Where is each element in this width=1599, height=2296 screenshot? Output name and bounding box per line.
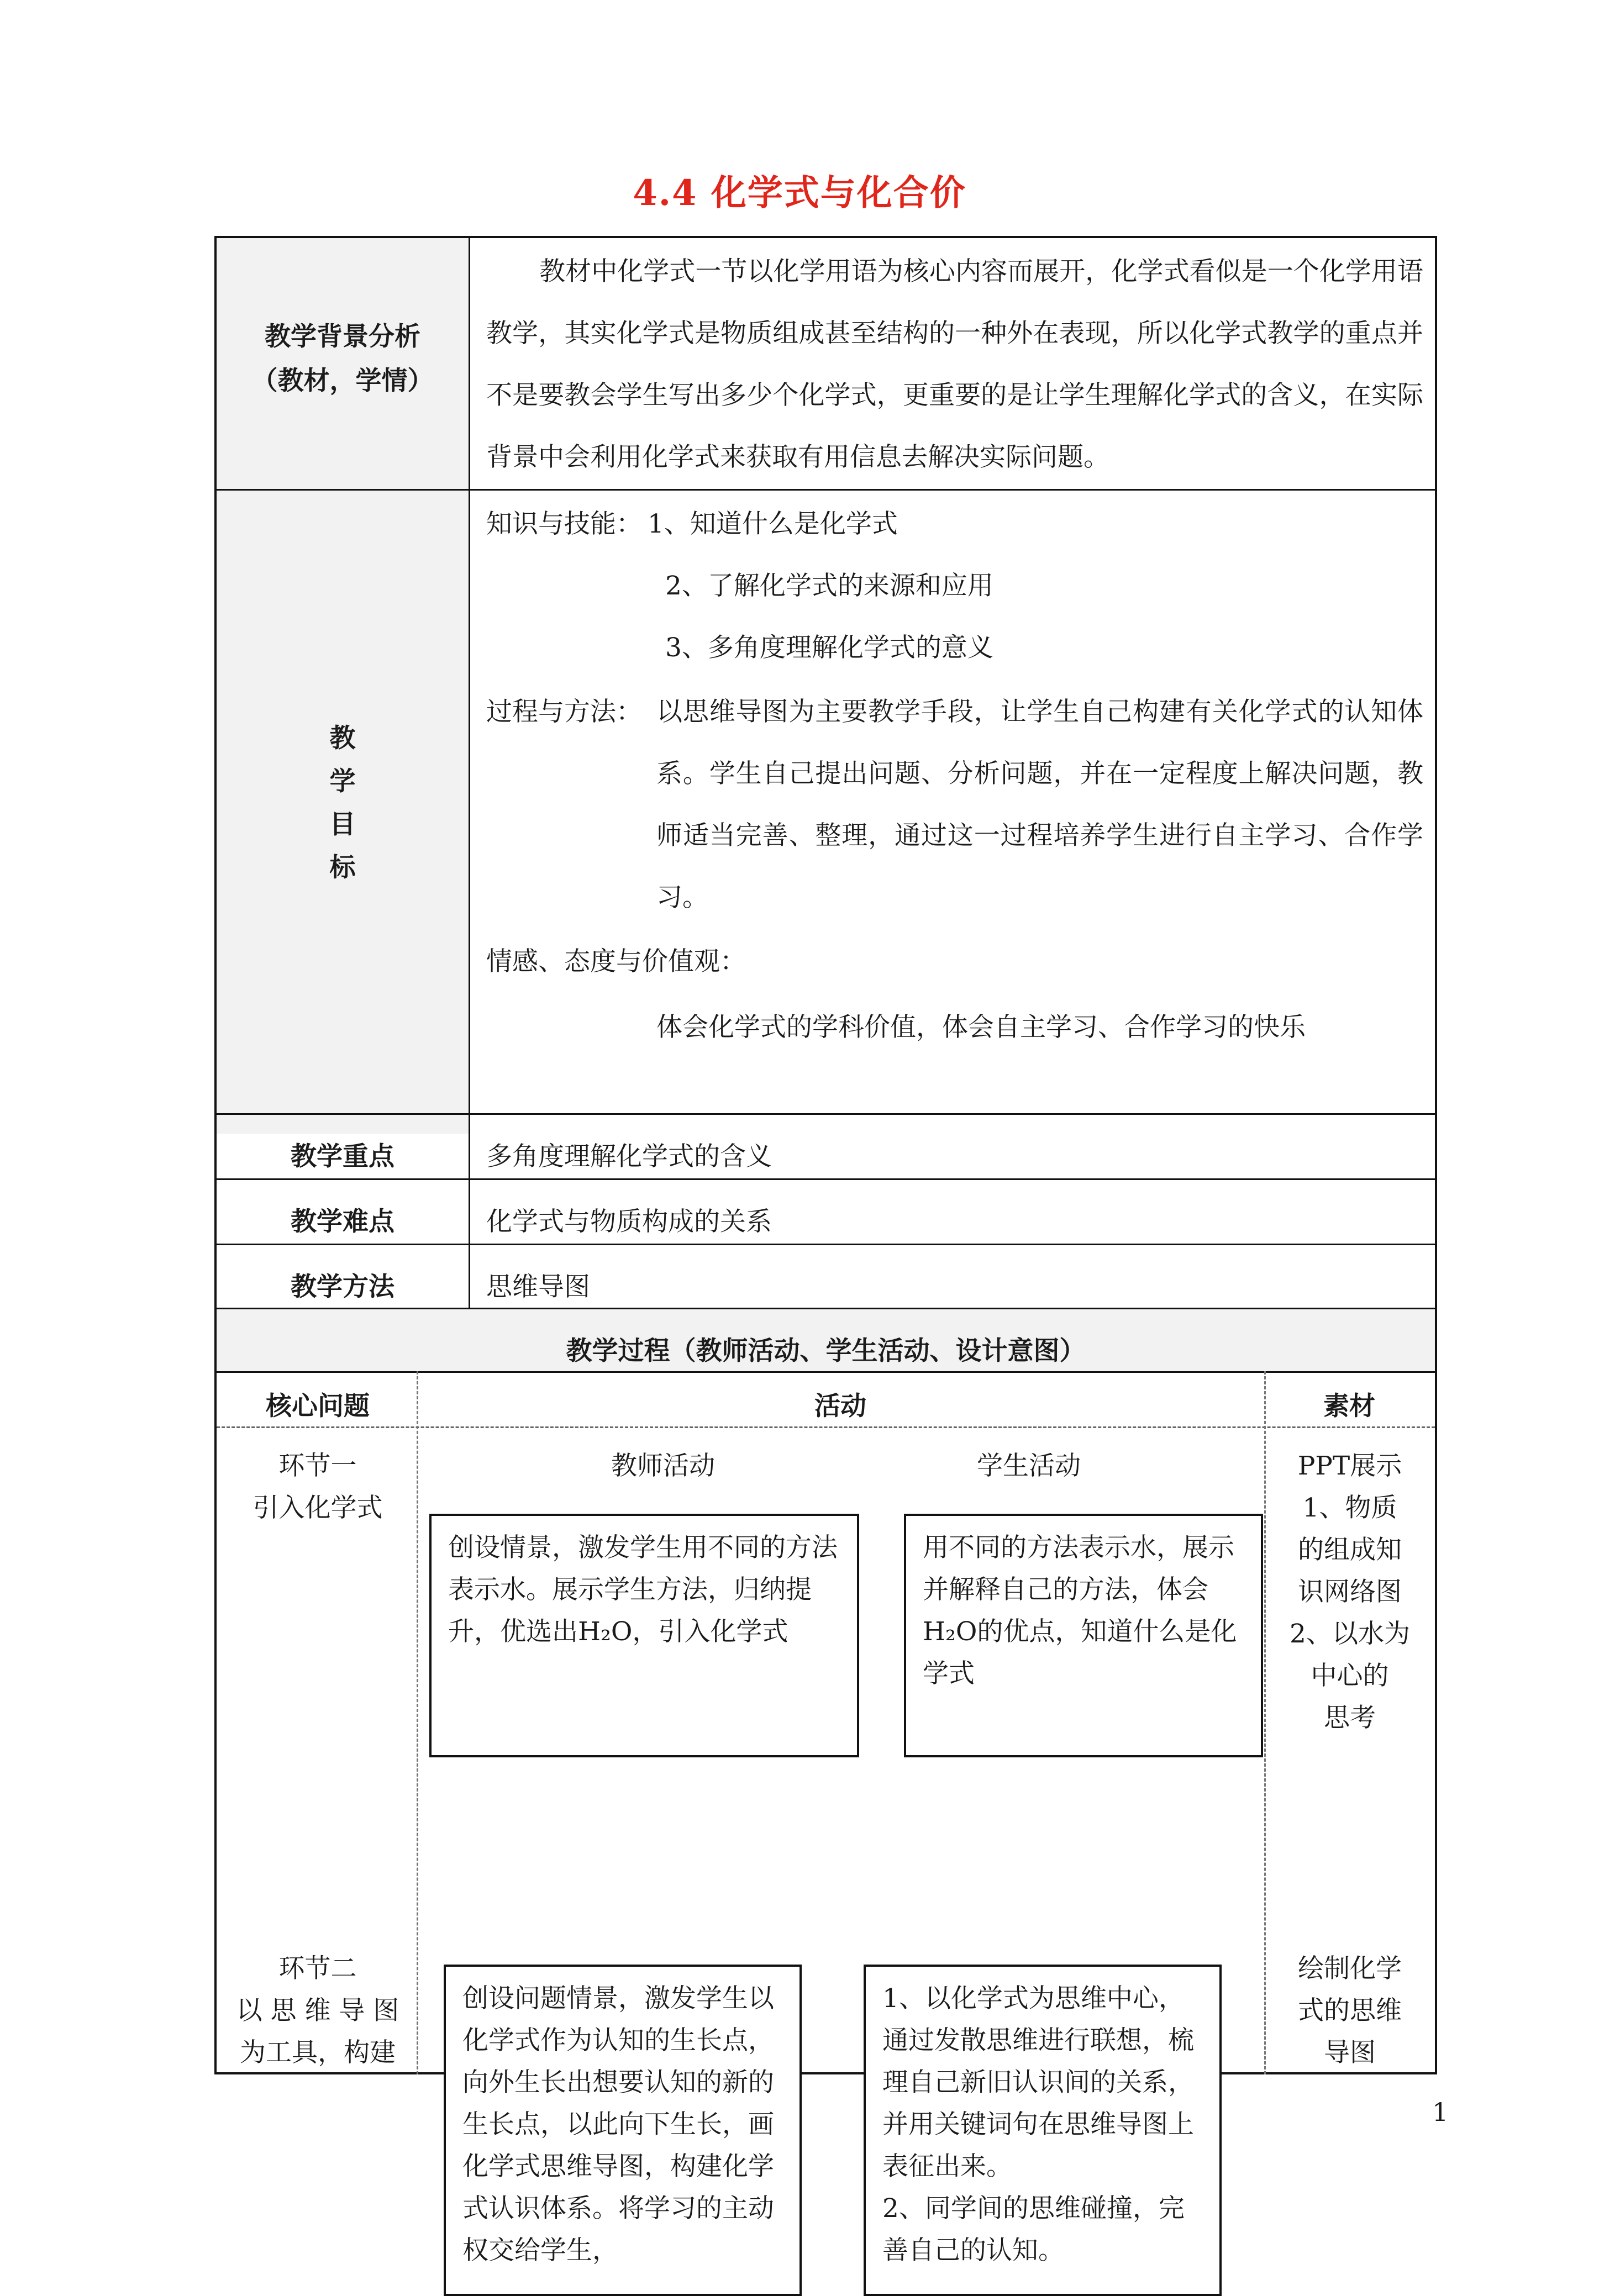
step1-student-text: 用不同的方法表示水，展示并解释自己的方法，体会H₂O的优点，知道什么是化学式 <box>923 1533 1237 1689</box>
process-method-text: 以思维导图为主要教学手段，让学生自己构建有关化学式的认知体系。学生自己提出问题、分析问题，并在一定程度上解决问题，教师适当完善、整理，通过这一过程培养学生进行自主学习、合作学习。 <box>656 697 1423 913</box>
background-text: 教材中化学式一节以化学用语为核心内容而展开，化学式看似是一个化学用语教学，其实化学式是物质组成甚至结构的一种外在表现，所以化学式教学的重点并不是要教会学生写出多少个化学式，更重要的是让学生理解化学式的含义，在实际背景中会利用化学式来获取有用信息去解决实际问题。 <box>486 256 1423 472</box>
teacher-activity-label: 教师活动 <box>611 1451 715 1481</box>
step1-title: 环节一 引入化学式 <box>253 1451 383 1523</box>
goals-label-char: 学 <box>329 766 356 797</box>
key-point-text: 多角度理解化学式的含义 <box>486 1141 772 1172</box>
process-method-label: 过程与方法： <box>486 697 642 727</box>
step1-teacher-box <box>429 1514 859 1757</box>
step2-student-text: 1、以化学式为思维中心，通过发散思维进行联想，梳理自己新旧认识间的关系，并用关键词句在思维导图上表征出来。 2、同学间的思维碰撞，完善自己的认知。 <box>882 1983 1194 2266</box>
column-activity: 活动 <box>814 1391 866 1421</box>
knowledge-item: 1、知道什么是化学式 <box>648 509 898 539</box>
difficulty-label: 教学难点 <box>291 1207 395 1237</box>
method-label: 教学方法 <box>291 1272 395 1302</box>
background-label: 教学背景分析 （教材，学情） <box>251 322 434 396</box>
student-activity-label: 学生活动 <box>977 1451 1081 1481</box>
step2-title: 环节二 以 思 维 导 图 为工具，构建 <box>236 1953 399 2068</box>
step2-student-box <box>864 1965 1222 2296</box>
knowledge-item: 2、了解化学式的来源和应用 <box>665 571 993 601</box>
column-core-question: 核心问题 <box>266 1391 370 1421</box>
goals-label-char: 目 <box>329 809 356 840</box>
key-point-label: 教学重点 <box>291 1141 395 1172</box>
step2-material: 绘制化学 式的思维 导图 <box>1298 1953 1402 2068</box>
knowledge-item: 3、多角度理解化学式的意义 <box>665 633 993 663</box>
step1-student-box <box>904 1514 1263 1757</box>
step1-material: PPT展示 1、物质 的组成知 识网络图 2、以水为 中心的 思考 <box>1290 1451 1410 1733</box>
method-text: 思维导图 <box>486 1272 590 1302</box>
knowledge-label: 知识与技能： <box>486 509 642 539</box>
page-title: 4.4 化学式与化合价 <box>633 172 966 214</box>
page-number: 1 <box>1432 2097 1449 2127</box>
step2-teacher-box <box>444 1965 802 2296</box>
emotion-text: 体会化学式的学科价值，体会自主学习、合作学习的快乐 <box>656 1012 1306 1042</box>
step1-teacher-text: 创设情景，激发学生用不同的方法表示水。展示学生方法，归纳提升，优选出H₂O，引入化学式 <box>448 1533 838 1647</box>
goals-label-char: 教 <box>329 723 356 754</box>
process-header: 教学过程（教师活动、学生活动、设计意图） <box>566 1336 1086 1366</box>
emotion-label: 情感、态度与价值观： <box>486 946 746 977</box>
difficulty-text: 化学式与物质构成的关系 <box>486 1207 772 1237</box>
goals-label <box>217 717 469 889</box>
goals-label-char: 标 <box>329 852 356 883</box>
step2-teacher-text: 创设问题情景，激发学生以化学式作为认知的生长点，向外生长出想要认知的新的生长点，以此向下生长，画化学式思维导图，构建化学式认识体系。将学习的主动权交给学生， <box>462 1983 774 2266</box>
column-material: 素材 <box>1323 1391 1375 1421</box>
